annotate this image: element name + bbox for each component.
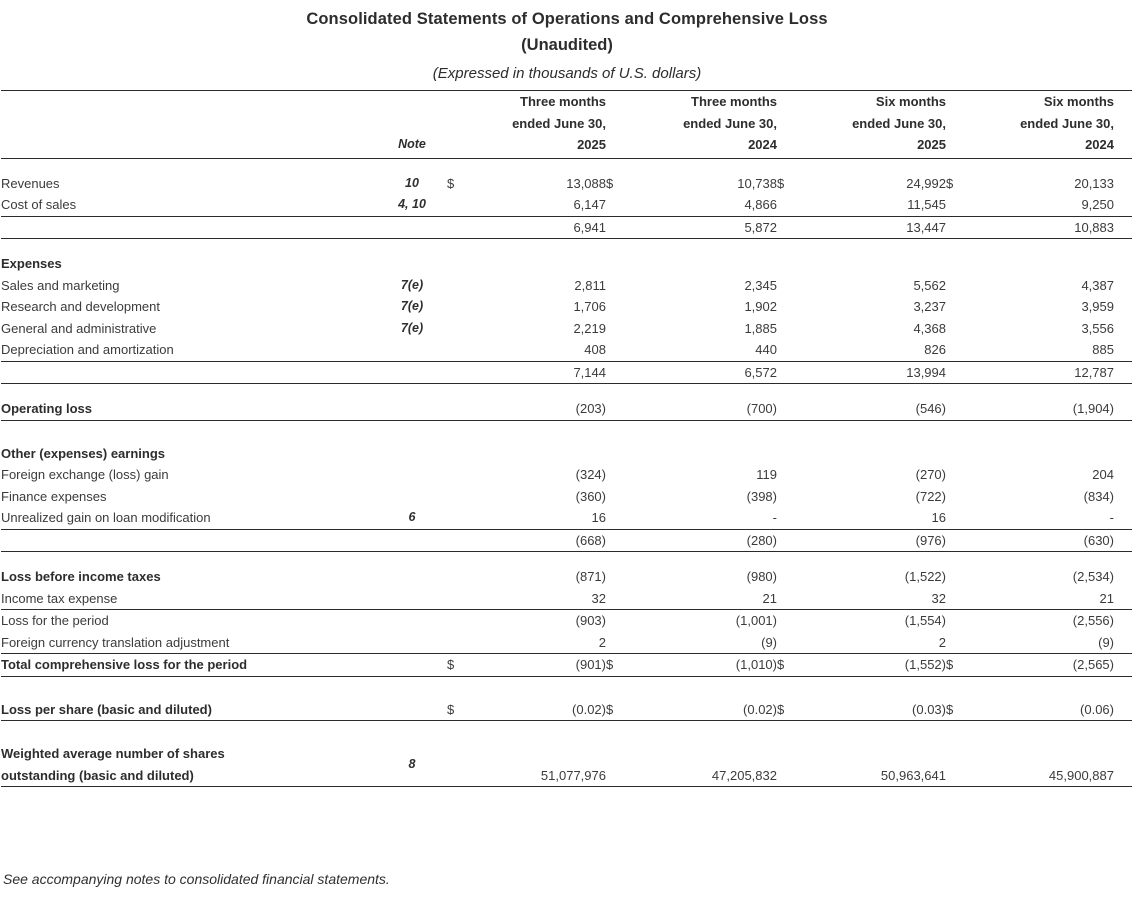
table-row-general-and-administrative — [1, 318, 1132, 340]
value-col-1: 2,219 — [573, 320, 606, 336]
row-note: 4, 10 — [377, 194, 447, 216]
value-col-2: 21 — [628, 588, 777, 610]
currency-blank — [447, 296, 469, 318]
spacer — [1, 239, 1132, 254]
row-note: 7(e) — [400, 320, 424, 335]
table-row-loss-for-the-period — [1, 610, 1132, 632]
currency-blank — [606, 529, 628, 552]
currency-blank — [606, 743, 628, 787]
currency-blank — [946, 529, 968, 552]
currency-blank — [777, 339, 799, 361]
value-col-4: 21 — [968, 588, 1132, 610]
value-col-2: 440 — [628, 339, 777, 361]
table-row-income-tax-expense — [1, 588, 1132, 610]
currency-blank — [447, 610, 469, 632]
value-col-4: 3,959 — [1081, 299, 1114, 314]
value-col-3: 50,963,641 — [799, 743, 946, 787]
value-col-2: (1,010) — [628, 654, 777, 677]
row-label: General and administrative — [1, 320, 157, 336]
value-col-2: (398) — [746, 488, 777, 504]
row-label — [1, 361, 377, 384]
currency-symbol: $ — [606, 175, 614, 191]
currency-blank — [777, 275, 799, 297]
table-row-cost-of-sales — [1, 194, 1132, 216]
value-col-4: (1,904) — [968, 398, 1132, 420]
value-col-1: (668) — [469, 529, 606, 552]
currency-blank — [447, 398, 469, 420]
value-col-3: (1,554) — [904, 613, 946, 628]
currency-blank — [606, 318, 628, 340]
value-col-1: 51,077,976 — [469, 743, 606, 787]
spacer — [1, 676, 1132, 699]
currency-blank — [777, 361, 799, 384]
row-label: Foreign currency translation adjustment — [1, 632, 377, 654]
header-col-1: Three months ended June 30, 2025 — [512, 94, 606, 152]
currency-blank — [606, 194, 628, 216]
value-col-4: (2,565) — [968, 654, 1132, 677]
table-row-finance-expenses — [1, 486, 1132, 508]
row-note — [377, 699, 447, 721]
currency-blank — [447, 632, 469, 654]
table-row-revenues — [1, 173, 1132, 195]
currency-blank — [946, 318, 968, 340]
row-label: Income tax expense — [1, 588, 377, 610]
row-label: Loss before income taxes — [1, 569, 161, 584]
value-col-2: 5,872 — [628, 216, 777, 239]
value-col-3: 11,545 — [799, 194, 946, 216]
row-note: 6 — [377, 507, 447, 529]
value-col-1: (203) — [469, 398, 606, 420]
currency-blank — [606, 275, 628, 297]
currency-blank — [447, 339, 469, 361]
section-header-expenses: Expenses — [1, 256, 62, 271]
currency-blank — [777, 588, 799, 610]
row-note — [377, 361, 447, 384]
currency-blank — [447, 194, 469, 216]
value-col-4: 204 — [1092, 467, 1114, 482]
spacer — [1, 420, 1132, 443]
table-row-loss-per-share — [1, 699, 1132, 721]
spacer — [1, 158, 1132, 173]
row-note — [377, 464, 447, 486]
currency-blank — [606, 464, 628, 486]
header-note: Note — [398, 137, 426, 151]
row-note — [377, 529, 447, 552]
table-header-row — [1, 91, 1132, 156]
currency-blank — [946, 588, 968, 610]
currency-blank — [606, 588, 628, 610]
currency-blank — [606, 216, 628, 239]
value-col-4: 20,133 — [1074, 175, 1114, 191]
currency-blank — [777, 610, 799, 632]
page-title: Consolidated Statements of Operations and Comprehensive Loss — [306, 10, 828, 28]
value-col-4: (834) — [1083, 488, 1114, 504]
currency-blank — [777, 296, 799, 318]
row-note — [377, 610, 447, 632]
value-col-4: 4,387 — [1081, 277, 1114, 293]
currency-blank — [447, 588, 469, 610]
value-col-3: 16 — [799, 507, 946, 529]
value-col-1: 16 — [469, 507, 606, 529]
currency-blank — [447, 275, 469, 297]
table-row-other-header — [1, 443, 1132, 465]
currency-blank — [777, 318, 799, 340]
row-note: 8 — [377, 743, 447, 787]
currency-blank — [447, 486, 469, 508]
currency-symbol: $ — [447, 175, 455, 191]
value-col-1: (871) — [575, 569, 606, 584]
row-note — [377, 486, 447, 508]
currency-blank — [777, 464, 799, 486]
currency-symbol: $ — [606, 699, 628, 721]
row-label: Operating loss — [1, 398, 377, 420]
value-col-4: (2,534) — [1072, 569, 1114, 584]
value-col-1: (324) — [575, 467, 606, 482]
row-label: Sales and marketing — [1, 277, 120, 293]
value-col-4: 45,900,887 — [968, 743, 1132, 787]
table-row-operating-loss — [1, 398, 1132, 420]
footer-note: See accompanying notes to consolidated financial statements. — [3, 871, 390, 887]
value-col-1: 2,811 — [574, 277, 606, 293]
value-col-3: 32 — [799, 588, 946, 610]
value-col-3: (722) — [915, 488, 946, 504]
currency-blank — [606, 486, 628, 508]
currency-blank — [447, 318, 469, 340]
currency-blank — [606, 610, 628, 632]
row-label: Research and development — [1, 299, 160, 314]
row-label — [1, 529, 377, 552]
currency-blank — [777, 507, 799, 529]
value-col-2: (280) — [628, 529, 777, 552]
currency-blank — [447, 216, 469, 239]
currency-blank — [946, 464, 968, 486]
currency-blank — [946, 632, 968, 654]
currency-blank — [777, 743, 799, 787]
table-row-sales-and-marketing — [1, 275, 1132, 297]
header-blank — [1, 91, 377, 156]
currency-blank — [946, 398, 968, 420]
row-label-line-1: Weighted average number of shares — [1, 746, 225, 761]
value-col-2: 47,205,832 — [628, 743, 777, 787]
value-col-3: (546) — [799, 398, 946, 420]
currency-blank — [946, 566, 968, 588]
document-header — [0, 0, 1134, 89]
row-note: 7(e) — [400, 277, 424, 292]
currency-symbol: $ — [946, 654, 968, 677]
value-col-1: 1,706 — [573, 299, 606, 314]
table-row-fx-translation-adjustment — [1, 632, 1132, 654]
table-row-total-expenses — [1, 361, 1132, 384]
value-col-1: 6,941 — [469, 216, 606, 239]
value-col-4: 12,787 — [968, 361, 1132, 384]
row-note: 10 — [405, 175, 419, 190]
row-label: Cost of sales — [1, 194, 377, 216]
table-row-weighted-average-shares — [1, 743, 1132, 787]
currency-symbol: $ — [946, 699, 968, 721]
header-col-3: Six months ended June 30, 2025 — [852, 94, 946, 152]
value-col-1: 32 — [469, 588, 606, 610]
currency-blank — [946, 194, 968, 216]
currency-blank — [606, 296, 628, 318]
currency-blank — [447, 464, 469, 486]
currency-blank — [447, 361, 469, 384]
value-col-4: - — [968, 507, 1132, 529]
currency-symbol: $ — [447, 654, 469, 677]
value-col-4: 3,556 — [1081, 320, 1114, 336]
table-row-loss-before-income-taxes — [1, 566, 1132, 588]
value-col-3: (1,552) — [799, 654, 946, 677]
currency-blank — [946, 743, 968, 787]
value-col-2: 10,738 — [737, 175, 777, 191]
currency-symbol: $ — [777, 699, 799, 721]
value-col-3: 826 — [799, 339, 946, 361]
row-label: Unrealized gain on loan modification — [1, 507, 377, 529]
header-col-4: Six months ended June 30, 2024 — [1020, 94, 1114, 152]
currency-symbol: $ — [946, 175, 954, 191]
spacer — [1, 384, 1132, 399]
currency-blank — [946, 296, 968, 318]
value-col-2: (1,001) — [735, 613, 777, 628]
value-col-1: 408 — [469, 339, 606, 361]
spacer — [1, 552, 1132, 567]
value-col-1: 7,144 — [469, 361, 606, 384]
row-label: Revenues — [1, 175, 60, 191]
value-col-4: (0.06) — [968, 699, 1132, 721]
currency-blank — [447, 566, 469, 588]
currency-blank — [946, 610, 968, 632]
value-col-3: 2 — [799, 632, 946, 654]
value-col-3: 24,992 — [906, 175, 946, 191]
value-col-3: (270) — [915, 467, 946, 482]
currency-blank — [946, 275, 968, 297]
table-row-gross-profit — [1, 216, 1132, 239]
value-col-4: 885 — [968, 339, 1132, 361]
value-col-1: 6,147 — [469, 194, 606, 216]
value-col-2: 1,902 — [744, 299, 777, 314]
spacer — [1, 721, 1132, 744]
currency-blank — [777, 216, 799, 239]
row-note — [377, 566, 447, 588]
row-label — [1, 216, 377, 239]
header-col-2: Three months ended June 30, 2024 — [683, 94, 777, 152]
income-statement-table — [1, 89, 1132, 787]
value-col-1: 13,088 — [566, 175, 606, 191]
currency-blank — [946, 216, 968, 239]
currency-blank — [777, 632, 799, 654]
currency-blank — [606, 632, 628, 654]
value-col-3: 4,368 — [913, 320, 946, 336]
value-col-3: 13,447 — [799, 216, 946, 239]
value-col-1: (903) — [575, 613, 606, 628]
value-col-2: - — [628, 507, 777, 529]
value-col-2: (700) — [628, 398, 777, 420]
currency-blank — [777, 486, 799, 508]
row-note: 7(e) — [400, 299, 424, 313]
row-label: Finance expenses — [1, 488, 107, 504]
currency-blank — [777, 194, 799, 216]
currency-blank — [606, 339, 628, 361]
currency-blank — [447, 743, 469, 787]
value-col-3: (0.03) — [799, 699, 946, 721]
value-col-3: (1,522) — [904, 569, 946, 584]
value-col-4: 9,250 — [968, 194, 1132, 216]
row-label — [1, 743, 377, 787]
currency-blank — [606, 398, 628, 420]
table-row-foreign-exchange — [1, 464, 1132, 486]
row-note — [377, 632, 447, 654]
currency-blank — [447, 507, 469, 529]
value-col-2: (0.02) — [628, 699, 777, 721]
row-label: Total comprehensive loss for the period — [1, 654, 377, 677]
value-col-4: (9) — [968, 632, 1132, 654]
section-header-other: Other (expenses) earnings — [1, 445, 165, 461]
currency-blank — [946, 507, 968, 529]
value-col-3: 5,562 — [913, 277, 946, 293]
table-row-research-and-development — [1, 296, 1132, 318]
value-col-1: (360) — [575, 488, 606, 504]
currency-blank — [777, 529, 799, 552]
row-label: Depreciation and amortization — [1, 339, 377, 361]
value-col-3: 3,237 — [913, 299, 946, 314]
value-col-4: (2,556) — [1072, 613, 1114, 628]
table-row-total-other — [1, 529, 1132, 552]
row-note — [377, 216, 447, 239]
row-note — [377, 588, 447, 610]
table-row-expenses-header — [1, 253, 1132, 275]
row-note — [377, 339, 447, 361]
row-label: Loss per share (basic and diluted) — [1, 699, 377, 721]
table-row-unrealized-gain — [1, 507, 1132, 529]
value-col-2: 6,572 — [628, 361, 777, 384]
table-row-depreciation-and-amortization — [1, 339, 1132, 361]
value-col-2: 119 — [756, 467, 777, 482]
units-note: (Expressed in thousands of U.S. dollars) — [432, 65, 702, 82]
currency-blank — [946, 486, 968, 508]
row-note — [377, 398, 447, 420]
currency-blank — [447, 529, 469, 552]
value-col-4: 10,883 — [968, 216, 1132, 239]
row-label: Foreign exchange (loss) gain — [1, 467, 169, 482]
value-col-3: 13,994 — [799, 361, 946, 384]
table-row-total-comprehensive-loss — [1, 654, 1132, 677]
currency-blank — [777, 566, 799, 588]
currency-blank — [946, 339, 968, 361]
row-note — [377, 654, 447, 677]
value-col-2: 1,885 — [744, 320, 777, 336]
currency-blank — [946, 361, 968, 384]
currency-blank — [606, 566, 628, 588]
row-label-line-2: outstanding (basic and diluted) — [1, 767, 194, 783]
row-label: Loss for the period — [1, 613, 109, 628]
value-col-1: (0.02) — [469, 699, 606, 721]
value-col-2: 4,866 — [628, 194, 777, 216]
page-subtitle: (Unaudited) — [521, 36, 613, 54]
value-col-3: (976) — [799, 529, 946, 552]
currency-blank — [777, 398, 799, 420]
value-col-2: (9) — [628, 632, 777, 654]
currency-symbol: $ — [606, 654, 628, 677]
currency-blank — [606, 361, 628, 384]
currency-symbol: $ — [777, 175, 785, 191]
value-col-2: (980) — [746, 569, 777, 584]
currency-symbol: $ — [447, 699, 469, 721]
value-col-2: 2,345 — [744, 277, 777, 293]
value-col-1: (901) — [469, 654, 606, 677]
currency-symbol: $ — [777, 654, 799, 677]
value-col-4: (630) — [968, 529, 1132, 552]
value-col-1: 2 — [469, 632, 606, 654]
currency-blank — [606, 507, 628, 529]
